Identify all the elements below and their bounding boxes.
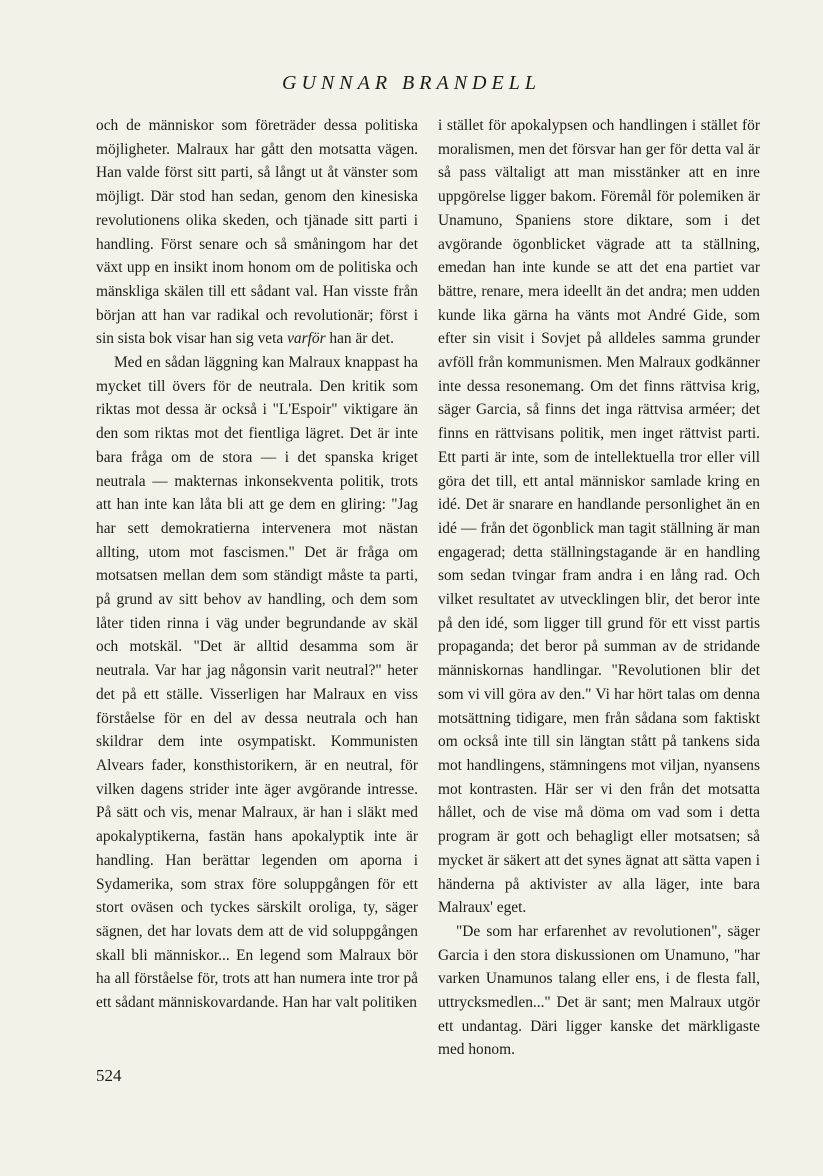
left-paragraph-1-text: och de människor som företräder dessa politiska möjligheter. Malraux har gått den motsatta vägen. Han valde först sitt parti, så långt ut åt vänster som möjligt. Där stod han sedan, genom den kinesiska revolutionens olika skeden, och tjänade sitt parti i handling. Först senare och så småningom har det växt upp en insikt inom honom om de politiska och mänskliga skälen till ett sådant val. Han visste från början att han var radikal och revolutionär; först i sin sista bok visar han sig veta (96, 117, 418, 348)
left-paragraph-2: Med en sådan läggning kan Malraux knappast ha mycket till övers för de neutrala. Den kritik som riktas mot dessa är också i "L'Espoir" viktigare än den som riktas mot det fientliga lägret. Det är inte bara fråga om de stora — i det spanska kriget neutrala — makternas inkonsekventa politik, trots att han inte kan låta bli att ge dem en gliring: "Jag har sett demokratierna intervenera mot nästan allting, utom mot fascismen." Det är fråga om motsatsen mellan dem som ständigt måste ta parti, på grund av sitt behov av handling, och dem som låter tiden rinna i väg under begrundande av skäl och motskäl. "Det är alltid desamma som är neutrala. Var har jag någonsin varit neutral?" heter det på ett ställe. Visserligen har Malraux en viss förståelse för en del av dessa neutrala och han skildrar dem inte osympatiskt. Kommunisten Alvears fader, konsthistorikern, är en neutral, för vilken dagens strider inte äger avgörande intresse. På sätt och vis, menar Malraux, är han i släkt med apokalyptikerna, fastän hans apokalyptik inte är handling. Han berättar legenden om aporna i Sydamerika, som strax före soluppgången för ett stort oväsen och tyckes särskilt oroliga, ty, säger sägnen, det har lovats dem att de vid soluppgången skall bli människor... En legend som Malraux bör ha all förståelse för, trots att han numera inte tror på ett sådant människovardande. Han har valt politiken (96, 354, 418, 1012)
left-paragraph-1-italic: varför (287, 330, 326, 348)
right-column (438, 114, 760, 1062)
left-paragraph-1-end: han är det. (325, 330, 394, 348)
left-paragraph-1 (96, 114, 418, 351)
right-paragraph-1: i stället för apokalypsen och handlingen i stället för moralismen, men det försvar han ger för detta val är så pass vältaligt att man misstänker att en inre uppgörelse ligger bakom. Föremål för polemiken är Unamuno, Spaniens store diktare, som i det avgörande ögonblicket vägrade att ta ställning, emedan han inte kunde se att det ena partiet var bättre, renare, mera ideellt än det andra; men udden kunde lika gärna ha vänts mot André Gide, som efter sin visit i Sovjet på alldeles samma grunder avföll från kommunismen. Men Malraux godkänner inte dessa resonemang. Om det finns rättvisa krig, säger Garcia, så finns det inga rättvisa arméer; det finns en rättvisans politik, men inget rättvist parti. Ett parti är inte, som de intellektuella tror eller vill göra det till, ett antal människor samlade kring en idé. Det är snarare en handlande personlighet än en idé — från det ögonblick man tagit ställning är man engagerad; detta ställningstagande är en handling som sedan tvingar fram andra i en lång rad. Och vilket resultatet av utvecklingen blir, det beror inte på den idé, som ligger till grund för ett visst partis propaganda; det beror på summan av de stridande människornas handlingar. "Revolutionen blir det som vi vill göra av den." Vi har hört talas om denna motsättning tidigare, men från sådana som faktiskt om också inte till sin längtan stått på tankens sida mot handlingens, stämningens mot viljan, nyansens mot kontrasten. Här ser vi den från det motsatta hållet, och de vise må döma om vad som i detta program är gott och behagligt eller motsatsen; så mycket är säkert att det synes ägnat att sätta vapen i händerna på aktivister av alla läger, inte bara Malraux' eget. (438, 117, 760, 917)
right-paragraph-2: "De som har erfarenhet av revolutionen", säger Garcia i den stora diskussionen om Unamuno, "har varken Unamunos talang eller ens, i de flesta fall, uttrycksmedlen..." Det är sant; men Malraux utgör ett undantag. Däri ligger kanske det märkligaste med honom. (438, 922, 760, 1059)
running-header: GUNNAR BRANDELL (282, 72, 541, 94)
page-number: 524 (96, 1066, 122, 1085)
left-column (96, 114, 418, 1015)
